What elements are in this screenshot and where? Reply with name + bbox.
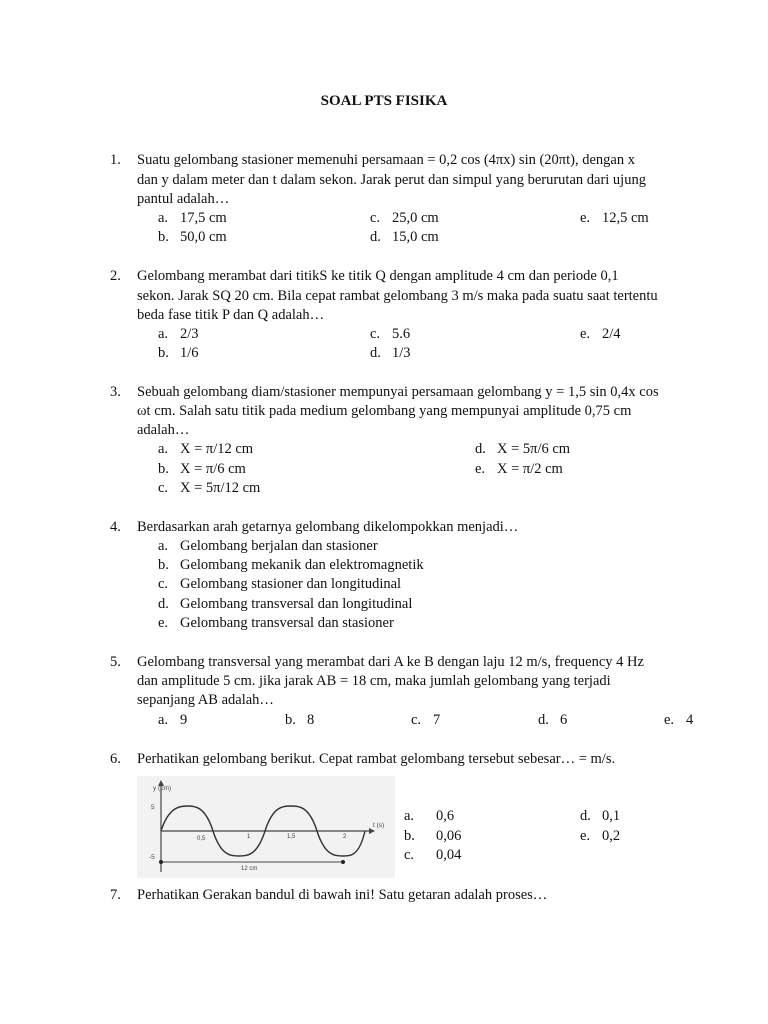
option-e: e. 4	[664, 712, 694, 728]
question-text-line: Sebuah gelombang diam/stasioner mempunyai persamaan gelombang y = 1,5 sin 0,4x cos	[137, 384, 659, 400]
question-text-line: beda fase titik P dan Q adalah…	[137, 307, 325, 323]
option-b: b. X = π/6 cm	[158, 461, 246, 477]
question-text-line: Gelombang transversal yang merambat dari A ke B dengan laju 12 m/s, frequency 4 Hz	[137, 654, 644, 670]
question-number: 5.	[110, 654, 121, 670]
option-c: c. Gelombang stasioner dan longitudinal	[158, 576, 402, 592]
option-d: d. 15,0 cm	[370, 229, 439, 245]
option-a: a. X = π/12 cm	[158, 441, 254, 457]
option-e: e. 2/4	[580, 326, 621, 342]
option-a: a. 2/3	[158, 326, 199, 342]
distance-label: 12 cm	[241, 866, 258, 872]
point-start	[159, 860, 163, 864]
tick-label: 1,5	[287, 834, 296, 840]
option-e: e. 12,5 cm	[580, 210, 649, 226]
option-d: d. 1/3	[370, 345, 411, 361]
option-e: e. 0,2	[580, 828, 621, 844]
option-c: c. 0,04	[404, 847, 462, 863]
option-c: c. 25,0 cm	[370, 210, 439, 226]
option-e: e. Gelombang transversal dan stasioner	[158, 615, 394, 631]
tick-label: 1	[247, 834, 251, 840]
option-b: b. 50,0 cm	[158, 229, 227, 245]
option-c: c. 5.6	[370, 326, 411, 342]
option-b: b. 8	[285, 712, 315, 728]
question-text-line: Suatu gelombang stasioner memenuhi persamaan = 0,2 cos (4πx) sin (20πt), dengan x	[137, 152, 635, 168]
option-c: c. X = 5π/12 cm	[158, 480, 261, 496]
question-text-line: Perhatikan Gerakan bandul di bawah ini! Satu getaran adalah proses…	[137, 887, 548, 903]
question-text-line: adalah…	[137, 422, 190, 438]
question-text-line: Berdasarkan arah getarnya gelombang dikelompokkan menjadi…	[137, 519, 519, 535]
question-text-line: sekon. Jarak SQ 20 cm. Bila cepat rambat gelombang 3 m/s maka pada suatu saat tertentu	[137, 288, 658, 304]
question-text-line: dan amplitude 5 cm. jika jarak AB = 18 cm, maka jumlah gelombang yang terjadi	[137, 673, 611, 689]
option-d: d. X = 5π/6 cm	[475, 441, 571, 457]
question-number: 2.	[110, 268, 121, 284]
option-a: a. 17,5 cm	[158, 210, 227, 226]
question-text-line: ωt cm. Salah satu titik pada medium gelombang yang mempunyai amplitude 0,75 cm	[137, 403, 632, 419]
option-a: a. 0,6	[404, 808, 455, 824]
point-end	[341, 860, 345, 864]
option-d: d. 0,1	[580, 808, 621, 824]
question-number: 1.	[110, 152, 121, 168]
option-d: d. 6	[538, 712, 568, 728]
option-c: c. 7	[411, 712, 441, 728]
x-axis-label: t (s)	[373, 822, 385, 829]
amplitude-positive-label: 5	[151, 804, 155, 811]
question-number: 6.	[110, 751, 121, 767]
wave-graph	[137, 776, 395, 878]
question-number: 4.	[110, 519, 121, 535]
option-e: e. X = π/2 cm	[475, 461, 563, 477]
question-text-line: dan y dalam meter dan t dalam sekon. Jarak perut dan simpul yang berurutan dari ujung	[137, 172, 646, 188]
option-a: a. 9	[158, 712, 188, 728]
amplitude-negative-label: -5	[149, 854, 155, 861]
question-number: 7.	[110, 887, 121, 903]
option-b: b. 0,06	[404, 828, 462, 844]
option-b: b. Gelombang mekanik dan elektromagnetik	[158, 557, 424, 573]
wave-figure	[137, 776, 395, 878]
page-title: SOAL PTS FISIKA	[320, 93, 448, 109]
option-a: a. Gelombang berjalan dan stasioner	[158, 538, 378, 554]
option-b: b. 1/6	[158, 345, 199, 361]
tick-label: 2	[343, 834, 347, 840]
question-text-line: pantul adalah…	[137, 191, 230, 207]
tick-label: 0,5	[197, 836, 206, 842]
question-text-line: Perhatikan gelombang berikut. Cepat rambat gelombang tersebut sebesar… = m/s.	[137, 751, 616, 767]
option-d: d. Gelombang transversal dan longitudinal	[158, 596, 413, 612]
y-axis-label: y (cm)	[153, 785, 172, 792]
question-text-line: Gelombang merambat dari titikS ke titik Q dengan amplitude 4 cm dan periode 0,1	[137, 268, 619, 284]
question-number: 3.	[110, 384, 121, 400]
question-text-line: sepanjang AB adalah…	[137, 692, 274, 708]
